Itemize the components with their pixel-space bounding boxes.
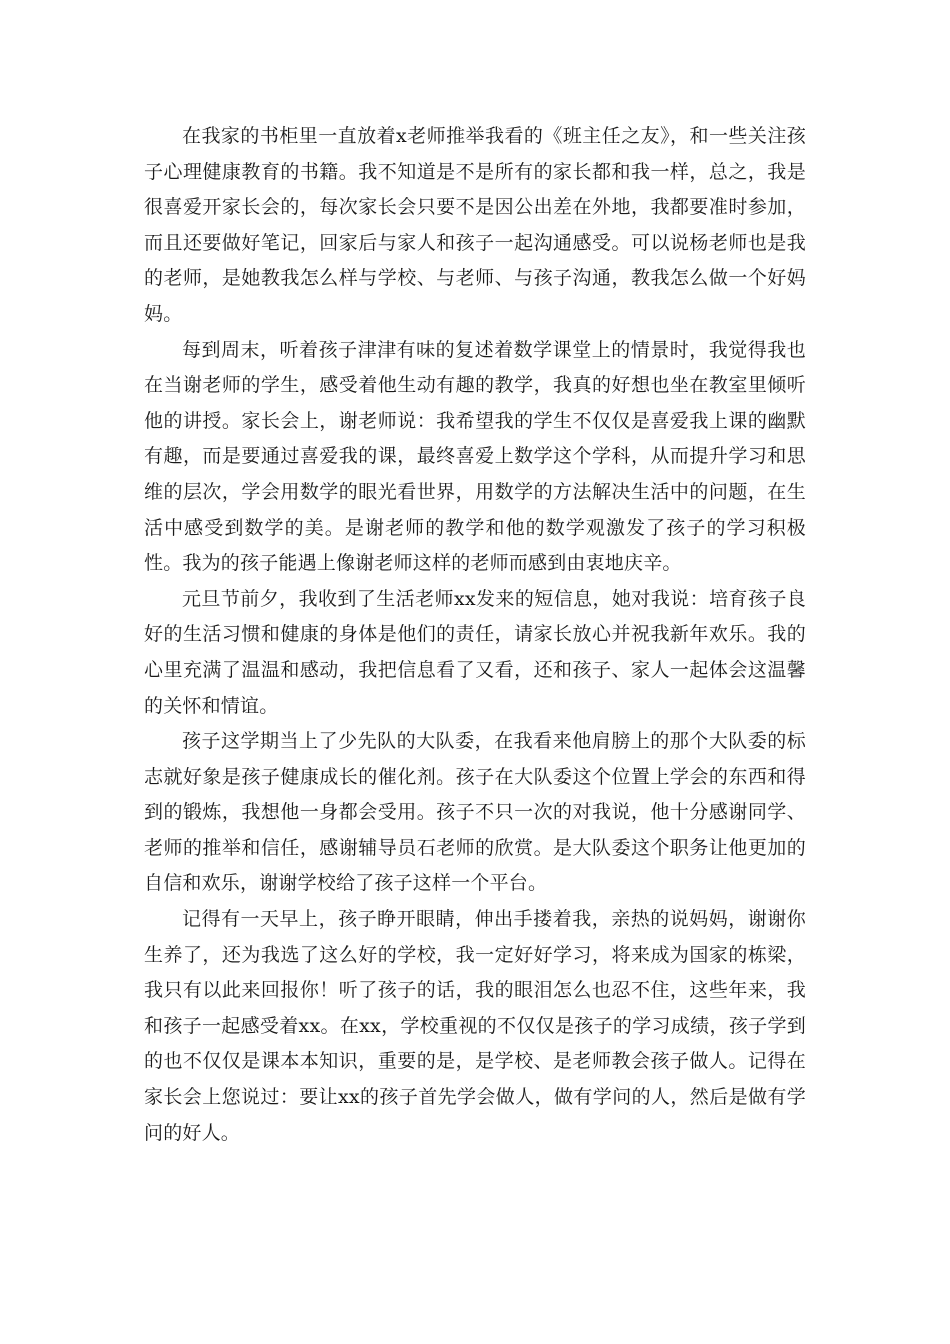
paragraph-2: 每到周末，听着孩子津津有味的复述着数学课堂上的情景时，我觉得我也在当谢老师的学生，感受着他生动有趣的教学，我真的好想也坐在教室里倾听他的讲授。家长会上，谢老师说：我希望我的学生不仅仅是喜爱我上课的幽默有趣，而是要通过喜爱我的课，最终喜爱上数学这个学科，从而提升学习和思维的层次，学会用数学的眼光看世界，用数学的方法解决生活中的问题，在生活中感受到数学的美。是谢老师的教学和他的数学观激发了孩子的学习积极性。我为的孩子能遇上像谢老师这样的老师而感到由衷地庆辛。 [144, 338, 806, 575]
paragraph-1: 在我家的书柜里一直放着x老师推举我看的《班主任之友》，和一些关注孩子心理健康教育的书籍。我不知道是不是所有的家长都和我一样，总之，我是很喜爱开家长会的，每次家长会只要不是因公出差在外地，我都要准时参加，而且还要做好笔记，回家后与家人和孩子一起沟通感受。可以说杨老师也是我的老师，是她教我怎么样与学校、与老师、与孩子沟通，教我怎么做一个好妈妈。 [144, 125, 806, 325]
paragraph-3: 元旦节前夕，我收到了生活老师xx发来的短信息，她对我说：培育孩子良好的生活习惯和健康的身体是他们的责任，请家长放心并祝我新年欢乐。我的心里充满了温温和感动，我把信息看了又看，还和孩子、家人一起体会这温馨的关怀和情谊。 [144, 587, 806, 717]
document-body [144, 119, 806, 1151]
paragraph-4: 孩子这学期当上了少先队的大队委，在我看来他肩膀上的那个大队委的标志就好象是孩子健康成长的催化剂。孩子在大队委这个位置上学会的东西和得到的锻炼，我想他一身都会受用。孩子不只一次的对我说，他十分感谢同学、老师的推举和信任，感谢辅导员石老师的欣赏。是大队委这个职务让他更加的自信和欢乐，谢谢学校给了孩子这样一个平台。 [144, 730, 806, 895]
paragraph-5: 记得有一天早上，孩子睁开眼睛，伸出手搂着我，亲热的说妈妈，谢谢你生养了，还为我选了这么好的学校，我一定好好学习，将来成为国家的栋梁，我只有以此来回报你！听了孩子的话，我的眼泪怎么也忍不住，这些年来，我和孩子一起感受着xx。在xx，学校重视的不仅仅是孩子的学习成绩，孩子学到的也不仅仅是课本本知识，重要的是，是学校、是老师教会孩子做人。记得在家长会上您说过：要让xx的孩子首先学会做人，做有学问的人，然后是做有学问的好人。 [144, 908, 806, 1144]
